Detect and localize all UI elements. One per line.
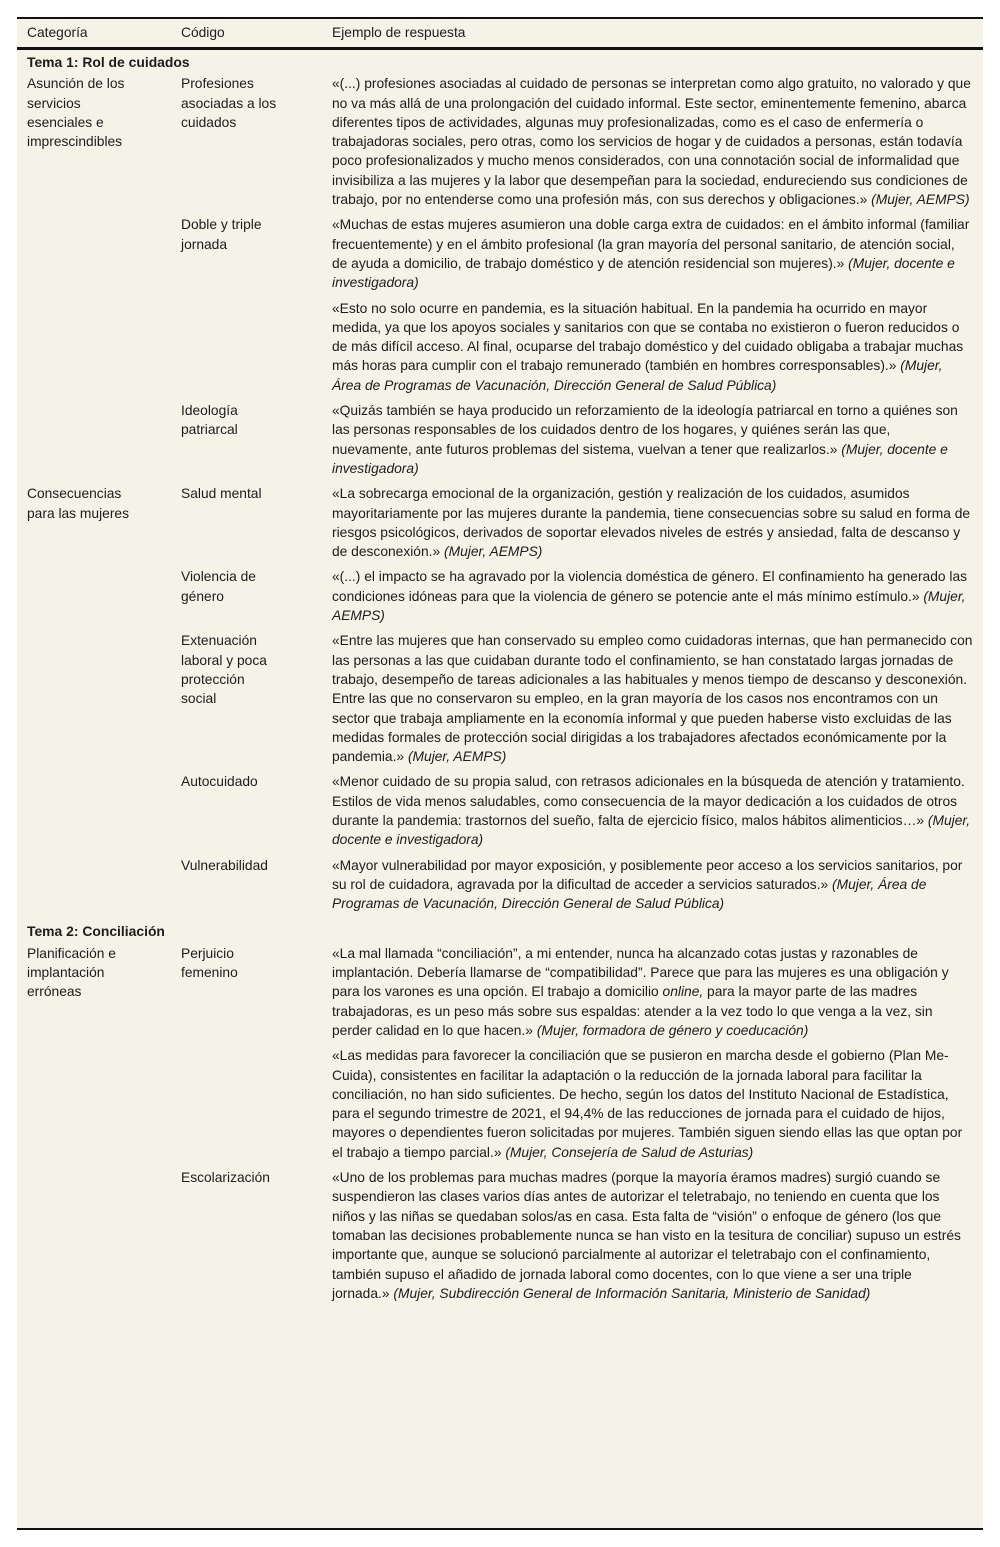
code-cell: Profesiones asociadas a los cuidados	[181, 76, 277, 130]
quote-cell	[332, 401, 973, 484]
table-row	[17, 215, 983, 401]
quote-attribution: (Mujer, formadora de género y coeducación)	[536, 1022, 809, 1038]
code-cell: Extenuación laboral y poca protección social	[181, 633, 267, 707]
code-cell: Doble y triple jornada	[181, 217, 262, 252]
quote-paragraph	[332, 567, 973, 625]
quote-cell	[332, 631, 973, 772]
table-body	[17, 50, 983, 1309]
category-cell	[27, 772, 181, 855]
quote-text: «La mal llamada “conciliación”, a mi entender, nunca ha alcanzado cotas justas y razonables de implantación. Debería llamarse de “compatibilidad”. Parece que para las mujeres es una obligación y para los varones es una opción. El trabajo a domicilio	[332, 945, 949, 1000]
category-cell: Planificación e implantación erróneas	[27, 945, 116, 1000]
quote-cell	[332, 215, 973, 401]
column-header-categoria: Categoría	[27, 25, 88, 40]
category-cell: Asunción de los servicios esenciales e imprescindibles	[27, 76, 125, 150]
quote-text: «La sobrecarga emocional de la organización, gestión y realización de los cuidados, asumidos mayoritariamente por las mujeres durante la pandemia, tiene consecuencias sobre su salud en forma de riesgos psicológicos, derivados de soportar elevados niveles de estrés y ansiedad, falta de descanso y de desconexión.»	[332, 486, 971, 560]
quote-paragraph	[332, 944, 973, 1040]
quote-text: «(...) profesiones asociadas al cuidado de personas se interpretan como algo gratuito, no valorado y que no va más allá de una prolongación del cuidado informal. Este sector, eminentemente femenino, abarca diferentes tipos de actividades, algunas muy profesionalizadas, como es el caso de enfermería o trabajadoras sociales, pero otras, como los servicios de hogar y de cuidados a personas, están todavía poco profesionalizados y mucho menos considerados, con una connotación social de informalidad que invisibiliza a las mujeres y la labor que desempeñan para la sociedad, endureciendo sus condiciones de trabajo, por no entenderse como una profesión más, con sus derechos y obligaciones.»	[332, 76, 971, 208]
quote-attribution: (Mujer, docente e investigadora)	[332, 812, 971, 848]
quote-paragraph	[332, 856, 973, 914]
quote-cell	[332, 856, 973, 920]
code-cell: Salud mental	[181, 486, 262, 502]
quote-attribution: (Mujer, Área de Programas de Vacunación, Dirección General de Salud Pública)	[332, 876, 927, 912]
table-row	[17, 772, 983, 855]
quote-paragraph	[332, 1168, 973, 1303]
quote-paragraph	[332, 299, 973, 395]
quote-cell	[332, 944, 973, 1168]
quote-attribution: (Mujer, docente e investigadora)	[332, 255, 955, 291]
table-row	[17, 631, 983, 772]
code-cell: Ideología patriarcal	[181, 403, 238, 438]
quote-text: «Entre las mujeres que han conservado su empleo como cuidadoras internas, que han permanecido con las personas a las que cuidaban durante todo el confinamiento, se han constatado largas jornadas de trabajo, desempeño de tareas adicionales a las habituales y menos tiempo de descanso y desconexión. Entre las que no conservaron su empleo, en la gran mayoría de los casos nos encontramos con un sector que trabaja ampliamente en la economía informal y que pueden haberse visto excluidas de las medidas formales de protección social dirigidas a los trabajadores afectados económicamente por la pandemia.»	[332, 633, 973, 765]
quote-text: «Uno de los problemas para muchas madres (porque la mayoría éramos madres) surgió cuando se suspendieron las clases varios días antes de autorizar el teletrabajo, no teniendo en cuenta que los niños y las niñas se quedaban solos/as en casa. Esta falta de “visión” o enfoque de género (los que tomaban las decisiones probablemente nunca se han visto en la tesitura de conciliar) supuso un estrés importante que, aunque se solucionó parcialmente al autorizar el teletrabajo con el confinamiento, también supuso el añadido de jornada laboral como docentes, con lo que viene a ser una triple jornada.»	[332, 1170, 961, 1301]
table-row	[17, 74, 983, 215]
table-row	[17, 401, 983, 484]
quote-text: «Quizás también se haya producido un reforzamiento de la ideología patriarcal en torno a quiénes son las personas responsables de los cuidados dentro de los hogares, y quiénes serán las que, nuevamente, ante futuros problemas del sistema, vuelvan a tener que realizarlos.»	[332, 403, 958, 457]
category-cell	[27, 856, 181, 920]
quote-text: «(...) el impacto se ha agravado por la violencia doméstica de género. El confinamiento ha generado las condiciones idóneas para que la violencia de género se potencie ante el más mínimo estímulo.»	[332, 569, 968, 604]
quote-text: «Menor cuidado de su propia salud, con retrasos adicionales en la búsqueda de atención y tratamiento. Estilos de vida menos saludables, como consecuencia de la mayor dedicación a los cuidados de otros durante la pandemia: trastornos del sueño, falta de ejercicio físico, malos hábitos alimenticios…»	[332, 774, 965, 828]
quote-attribution: (Mujer, AEMPS)	[332, 588, 966, 624]
category-cell	[27, 1168, 181, 1309]
quote-attribution: (Mujer, AEMPS)	[407, 749, 507, 765]
code-cell: Violencia de género	[181, 569, 256, 604]
qualitative-results-table	[17, 17, 983, 1530]
quote-paragraph	[332, 74, 973, 209]
quote-paragraph	[332, 401, 973, 478]
quote-paragraph	[332, 631, 973, 766]
table-row	[17, 856, 983, 920]
quote-paragraph	[332, 484, 973, 561]
column-header-codigo: Código	[181, 25, 225, 40]
quote-cell	[332, 1168, 973, 1309]
quote-cell	[332, 74, 973, 215]
category-cell: Consecuencias para las mujeres	[27, 486, 129, 521]
quote-attribution: (Mujer, Subdirección General de Información Sanitaria, Ministerio de Sanidad)	[393, 1285, 871, 1301]
table-row	[17, 484, 983, 567]
table-row	[17, 567, 983, 631]
category-cell	[27, 567, 181, 631]
quote-paragraph	[332, 1046, 973, 1162]
quote-text: «Muchas de estas mujeres asumieron una doble carga extra de cuidados: en el ámbito informal (familiar frecuentemente) y en el ámbito profesional (la gran mayoría del personal sanitario, de atención social, de ayuda a domicilio, de trabajo doméstico y de atención residencial son mujeres).»	[332, 217, 970, 271]
quote-text: «Las medidas para favorecer la conciliación que se pusieron en marcha desde el gobierno (Plan Me-Cuida), consistentes en facilitar la adaptación o la reducción de la jornada laboral para facilitar la conciliación, no han sido suficientes. De hecho, según los datos del Instituto Nacional de Estadística, para el segundo trimestre de 2021, el 94,4% de las reducciones de jornada para el cuidado de hijos, mayores o dependientes fueron solicitadas por mujeres. También siguen siendo ellas las que optan por el trabajo a tiempo parcial.»	[332, 1048, 963, 1160]
quote-attribution: (Mujer, docente e investigadora)	[332, 441, 948, 476]
category-cell	[27, 631, 181, 772]
quote-paragraph	[332, 215, 973, 292]
quote-paragraph	[332, 772, 973, 849]
section-title: Tema 1: Rol de cuidados	[27, 54, 190, 70]
code-cell: Perjuicio femenino	[181, 945, 238, 981]
quote-attribution: (Mujer, Área de Programas de Vacunación, Dirección General de Salud Pública)	[332, 358, 943, 393]
code-cell: Vulnerabilidad	[181, 857, 268, 873]
table-header-row	[17, 19, 983, 50]
quote-attribution: online,	[662, 984, 704, 1000]
quote-cell	[332, 484, 973, 567]
quote-text: «Esto no solo ocurre en pandemia, es la situación habitual. En la pandemia ha ocurrido en mayor medida, ya que los apoyos sociales y sanitarios con que se contaba no existieron o fueron reducidos o de más difícil acceso. Al final, ocuparse del trabajo doméstico y del cuidado obligaba a trabajar muchas más horas para cumplir con el trabajo remunerado (también en hombres corresponsables).»	[332, 300, 964, 374]
table-row	[17, 944, 983, 1168]
code-cell: Escolarización	[181, 1170, 270, 1186]
category-cell	[27, 401, 181, 484]
quote-attribution: (Mujer, AEMPS)	[871, 192, 970, 208]
code-cell: Autocuidado	[181, 774, 258, 790]
quote-text: «Mayor vulnerabilidad por mayor exposición, y posiblemente peor acceso a los servicios sanitarios, por su rol de cuidadora, agravada por la dificultad de acceder a servicios saturados.»	[332, 857, 963, 892]
quote-attribution: (Mujer, AEMPS)	[444, 544, 543, 560]
quote-text: para la mayor parte de las madres trabajadoras, es un peso más sobre sus espaldas: atender a la vez todo lo que venga a la vez, sin perder calidad en lo que hacen.»	[332, 984, 933, 1038]
quote-cell	[332, 772, 973, 855]
category-cell	[27, 215, 181, 401]
section-title: Tema 2: Conciliación	[27, 923, 165, 940]
quote-attribution: (Mujer, Consejería de Salud de Asturias)	[505, 1144, 754, 1160]
quote-cell	[332, 567, 973, 631]
column-header-ejemplo: Ejemplo de respuesta	[332, 25, 466, 40]
table-row	[17, 1168, 983, 1309]
